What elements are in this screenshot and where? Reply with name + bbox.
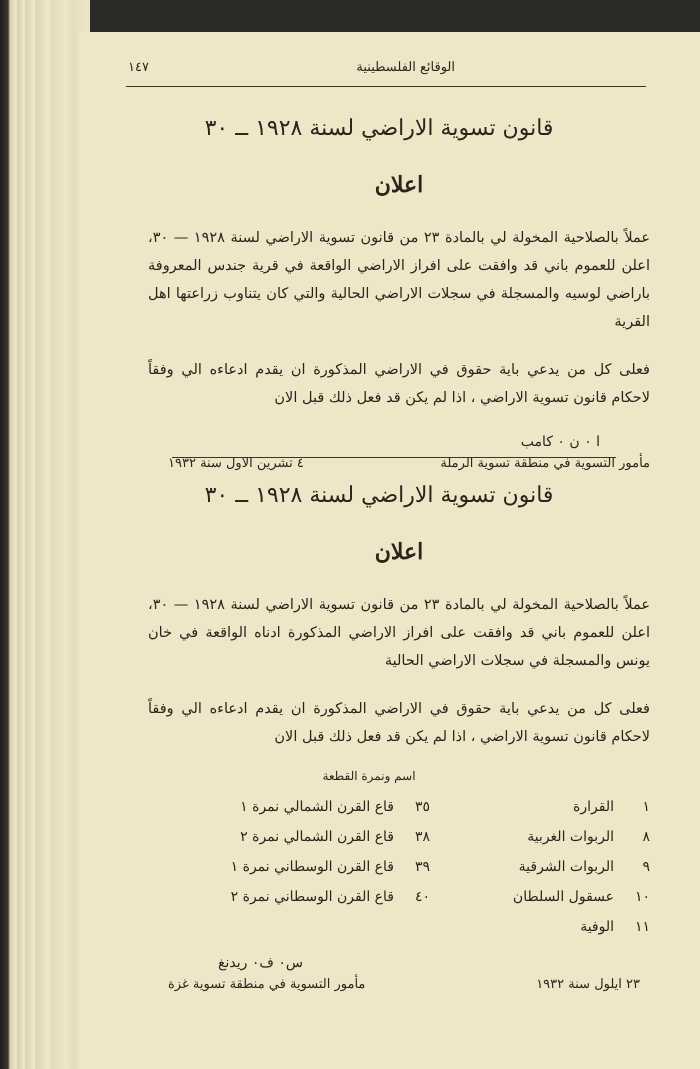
list-item: ١١الوفية	[580, 919, 650, 935]
page-number: ١٤٧	[128, 60, 149, 75]
lots-list	[148, 795, 650, 945]
announcement-heading: اعلان	[374, 539, 424, 565]
notice-paragraph: عملاً بالصلاحية المخولة لي بالمادة ٢٣ من قانون تسوية الاراضي لسنة ١٩٢٨ — ٣٠، اعلن للعموم باني قد وافقت على افراز الاراضي المذكورة ادناه الواقعة في خان يونس والمسجلة في سجلات الاراضي الحالية	[148, 597, 651, 669]
notice-date: ٤ تشرين الاول سنة ١٩٣٢	[168, 456, 304, 471]
notice-date: ٢٣ ايلول سنة ١٩٣٢	[536, 977, 640, 992]
lots-heading: اسم ونمرة القطعة	[322, 769, 416, 783]
law-title: قانون تسوية الاراضي لسنة ١٩٢٨ ــ ٣٠	[204, 116, 554, 141]
notice-khan-yunis	[148, 479, 650, 1001]
list-item: ٨الربوات الغربية	[527, 829, 650, 845]
signatory-role: مأمور التسوية في منطقة تسوية غزة	[168, 977, 366, 992]
running-header	[118, 60, 650, 80]
notice-paragraph: عملاً بالصلاحية المخولة لي بالمادة ٢٣ من قانون تسوية الاراضي لسنة ١٩٢٨ — ٣٠، اعلن للعموم باني قد وافقت على افراز الاراضي الواقعة في قرية جندس المعروفة باراضي لوسيه والمسجلة في سجلات الاراضي الحالية والتي كان يتناوب زراعتها اهل القرية	[148, 230, 651, 330]
notice-ramla	[148, 112, 650, 480]
law-title: قانون تسوية الاراضي لسنة ١٩٢٨ ــ ٣٠	[204, 483, 554, 508]
list-item: ٤٠قاع القرن الوسطاني نمرة ٢	[230, 889, 430, 905]
signatory-role: مأمور التسوية في منطقة تسوية الرملة	[440, 456, 650, 471]
journal-title: الوقائع الفلسطينية	[356, 60, 455, 75]
signature-block	[148, 955, 650, 1001]
list-item: ٣٥قاع القرن الشمالي نمرة ١	[240, 799, 430, 815]
header-rule	[126, 86, 646, 87]
signatory-name: س٠ ف٠ ريدنغ	[218, 955, 303, 971]
notice-paragraph: فعلى كل من يدعي باية حقوق في الاراضي المذكورة ان يقدم ادعاءه الي وفقاً لاحكام قانون تسوية الاراضي ، اذا لم يكن قد فعل ذلك قبل الان	[148, 701, 650, 745]
notice-paragraph: فعلى كل من يدعي باية حقوق في الاراضي المذكورة ان يقدم ادعاءه الي وفقاً لاحكام قانون تسوية الاراضي ، اذا لم يكن قد فعل ذلك قبل الان	[148, 362, 650, 406]
signatory-name: ا ٠ ن ٠ كامب	[520, 434, 600, 450]
list-item: ٣٨قاع القرن الشمالي نمرة ٢	[240, 829, 430, 845]
book-page-edges	[0, 0, 90, 1069]
announcement-heading: اعلان	[374, 172, 424, 198]
list-item: ١٠عسقول السلطان	[512, 889, 650, 905]
list-item: ٩الربوات الشرقية	[518, 859, 650, 875]
list-item: ٣٩قاع القرن الوسطاني نمرة ١	[230, 859, 430, 875]
section-divider	[172, 457, 616, 458]
list-item: ١القرارة	[573, 799, 650, 815]
gazette-page	[78, 32, 700, 1069]
